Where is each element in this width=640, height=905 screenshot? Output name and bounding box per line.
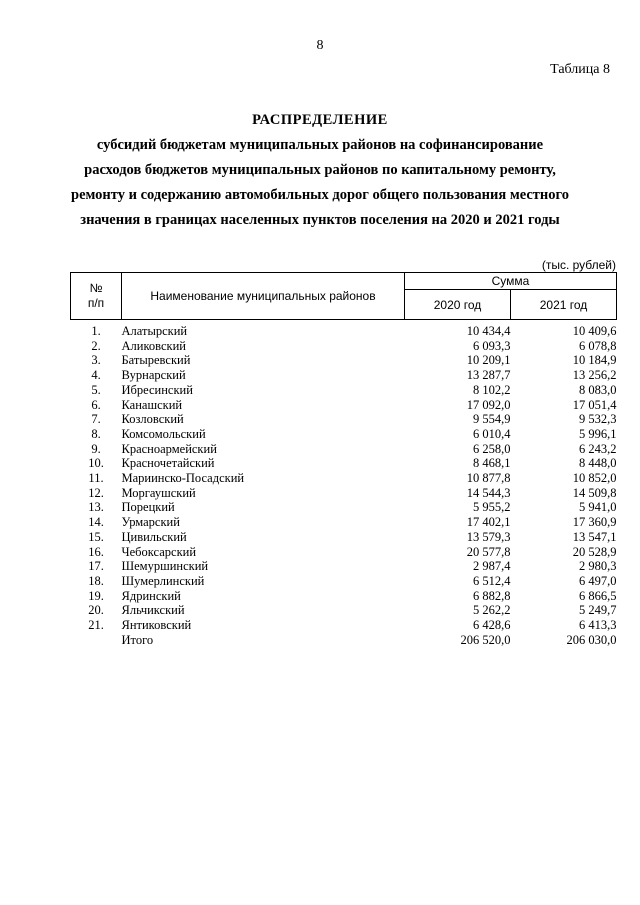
table-row — [71, 589, 617, 604]
value-2021: 10 409,6 — [572, 324, 617, 338]
value-2020: 10 209,1 — [466, 353, 511, 368]
value-2020: 8 468,1 — [473, 456, 511, 471]
value-2020: 20 577,8 — [466, 544, 511, 559]
value-2021: 17 360,9 — [572, 515, 617, 530]
row-number: 5. — [91, 382, 101, 397]
row-number: 1. — [91, 324, 101, 338]
value-2021: 6 078,8 — [579, 338, 617, 353]
row-number: 10. — [88, 456, 104, 471]
district-name: Мариинско-Посадский — [121, 471, 245, 486]
row-number: 17. — [88, 559, 104, 574]
table-row — [71, 383, 617, 398]
value-2021: 9 532,3 — [579, 412, 617, 427]
header-name: Наименование муниципальных районов — [122, 273, 405, 320]
value-2021: 6 413,3 — [579, 618, 617, 633]
value-2020: 6 882,8 — [473, 588, 511, 603]
value-2020: 5 262,2 — [473, 603, 511, 618]
value-2021: 10 184,9 — [572, 353, 617, 368]
row-number: 3. — [91, 353, 101, 368]
table-row — [71, 500, 617, 515]
district-name: Канашский — [121, 397, 183, 412]
district-name: Янтиковский — [121, 618, 192, 633]
table-row — [71, 486, 617, 501]
total-number — [71, 633, 122, 648]
table-row — [71, 618, 617, 633]
row-number: 21. — [88, 618, 104, 633]
subsidy-table — [70, 272, 617, 647]
total-label: Итого — [121, 632, 154, 647]
value-2021: 14 509,8 — [572, 485, 617, 500]
row-number: 4. — [91, 368, 101, 383]
page-number: 8 — [316, 38, 324, 53]
district-name: Урмарский — [121, 515, 180, 530]
table-row — [71, 574, 617, 589]
units-label: (тыс. рублей) — [541, 258, 616, 272]
row-number: 8. — [91, 426, 101, 441]
table-row — [71, 471, 617, 486]
total-2021: 206 030,0 — [566, 632, 617, 647]
value-2021: 17 051,4 — [572, 397, 617, 412]
row-number: 9. — [91, 441, 101, 456]
value-2021: 8 083,0 — [579, 382, 617, 397]
district-name: Батыревский — [121, 353, 191, 368]
value-2020: 2 987,4 — [473, 559, 511, 574]
row-number: 13. — [88, 500, 104, 515]
row-number: 7. — [91, 412, 101, 427]
value-2020: 17 402,1 — [466, 515, 511, 530]
title-line: расходов бюджетов муниципальных районов по капитальному ремонту, — [84, 162, 556, 178]
table-row — [71, 427, 617, 442]
row-number: 6. — [91, 397, 101, 412]
district-name: Ибресинский — [121, 382, 193, 397]
district-name: Моргаушский — [121, 485, 196, 500]
value-2021: 5 996,1 — [579, 426, 617, 441]
row-number: 20. — [88, 603, 104, 618]
header-sum: Сумма — [405, 273, 617, 290]
value-2021: 6 866,5 — [579, 588, 617, 603]
value-2020: 13 287,7 — [466, 368, 511, 383]
district-name: Шумерлинский — [121, 573, 205, 588]
value-2021: 5 941,0 — [579, 500, 617, 515]
value-2021: 20 528,9 — [572, 544, 617, 559]
row-number: 12. — [88, 485, 104, 500]
table-row — [71, 412, 617, 427]
value-2021: 10 852,0 — [572, 471, 617, 486]
value-2020: 6 093,3 — [473, 338, 511, 353]
value-2020: 6 010,4 — [473, 426, 511, 441]
district-name: Красноармейский — [121, 441, 217, 456]
value-2020: 13 579,3 — [466, 529, 511, 544]
table-row — [71, 530, 617, 545]
table-row — [71, 603, 617, 618]
value-2021: 8 448,0 — [579, 456, 617, 471]
table-row — [71, 320, 617, 339]
row-number: 18. — [88, 573, 104, 588]
table-row — [71, 456, 617, 471]
value-2020: 6 428,6 — [473, 618, 511, 633]
row-number: 15. — [88, 529, 104, 544]
value-2021: 6 497,0 — [579, 573, 617, 588]
district-name: Ядринский — [121, 588, 181, 603]
table-body — [71, 320, 617, 648]
header-number-symbol: № — [89, 281, 103, 295]
value-2021: 2 980,3 — [579, 559, 617, 574]
header-number — [71, 273, 122, 320]
table-row — [71, 559, 617, 574]
district-name: Порецкий — [121, 500, 175, 515]
title-line: субсидий бюджетам муниципальных районов на софинансирование — [96, 137, 544, 153]
document-title — [60, 108, 580, 233]
district-name: Красночетайский — [121, 456, 215, 471]
table-row — [71, 339, 617, 354]
value-2020: 17 092,0 — [466, 397, 511, 412]
district-name: Вурнарский — [121, 368, 186, 383]
table-row — [71, 545, 617, 560]
value-2020: 10 434,4 — [466, 324, 511, 338]
district-name: Козловский — [121, 412, 184, 427]
value-2020: 6 258,0 — [473, 441, 511, 456]
table-row — [71, 442, 617, 457]
value-2021: 13 547,1 — [572, 529, 617, 544]
value-2021: 13 256,2 — [572, 368, 617, 383]
row-number: 11. — [88, 471, 104, 486]
table-row — [71, 368, 617, 383]
header-year-2020: 2020 год — [405, 290, 511, 320]
table-row — [71, 353, 617, 368]
row-number: 19. — [88, 588, 104, 603]
total-row — [71, 633, 617, 648]
district-name: Яльчикский — [121, 603, 185, 618]
header-year-2021: 2021 год — [511, 290, 617, 320]
table-row — [71, 398, 617, 413]
district-name: Аликовский — [121, 338, 186, 353]
value-2021: 5 249,7 — [579, 603, 617, 618]
value-2020: 8 102,2 — [473, 382, 511, 397]
value-2021: 6 243,2 — [579, 441, 617, 456]
district-name: Комсомольский — [121, 426, 206, 441]
district-name: Шемуршинский — [121, 559, 209, 574]
title-main: РАСПРЕДЕЛЕНИЕ — [252, 112, 388, 128]
value-2020: 10 877,8 — [466, 471, 511, 486]
title-line: ремонту и содержанию автомобильных дорог общего пользования местного — [71, 187, 569, 203]
table-row — [71, 515, 617, 530]
total-2020: 206 520,0 — [460, 632, 511, 647]
header-number-abbr: п/п — [87, 296, 105, 310]
district-name: Чебоксарский — [121, 544, 197, 559]
value-2020: 6 512,4 — [473, 573, 511, 588]
district-name: Алатырский — [121, 324, 188, 338]
row-number: 16. — [88, 544, 104, 559]
value-2020: 5 955,2 — [473, 500, 511, 515]
value-2020: 14 544,3 — [466, 485, 511, 500]
title-line: значения в границах населенных пунктов поселения на 2020 и 2021 годы — [80, 212, 560, 228]
row-number: 2. — [91, 338, 101, 353]
table-label: Таблица 8 — [550, 62, 610, 77]
row-number: 14. — [88, 515, 104, 530]
value-2020: 9 554,9 — [473, 412, 511, 427]
district-name: Цивильский — [121, 529, 187, 544]
